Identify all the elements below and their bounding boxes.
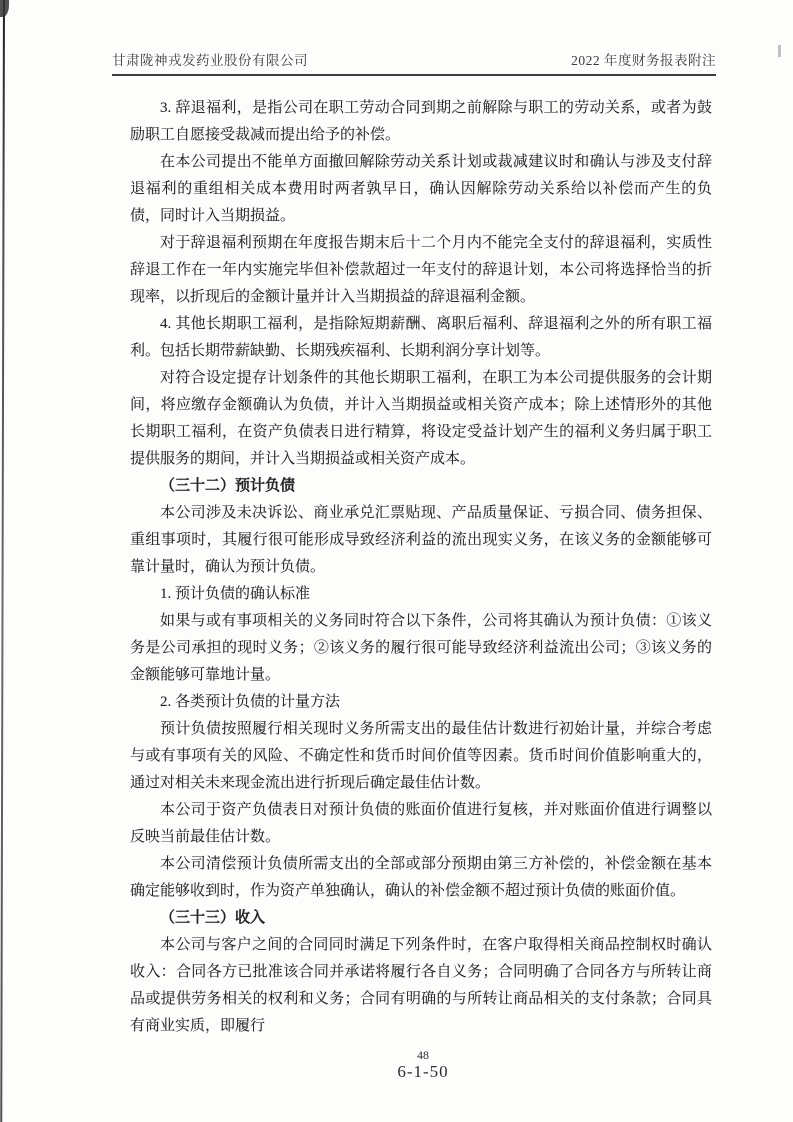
page-number: 48 [417,1048,429,1062]
paragraph: 3. 辞退福利，是指公司在职工劳动合同到期之前解除与职工的劳动关系，或者为鼓励职工自愿接受裁减而提出给予的补偿。 [130,100,712,143]
paragraph: 1. 预计负债的确认标准 [160,586,311,602]
scan-artifact-left-edge [0,0,5,1122]
paragraph: 本公司清偿预计负债所需支出的全部或部分预期由第三方补偿的，补偿金额在基本确定能够收到时，作为资产单独确认，确认的补偿金额不超过预计负债的账面价值。 [130,856,712,899]
document-body [130,95,712,1040]
paragraph: 对于辞退福利预期在年度报告期末后十二个月内不能完全支付的辞退福利，实质性辞退工作在一年内实施完毕但补偿款超过一年支付的辞退计划，本公司将选择恰当的折现率，以折现后的金额计量并计入当期损益的辞退福利金额。 [130,235,712,305]
section-heading: （三十二）预计负债 [160,478,296,494]
paragraph: 在本公司提出不能单方面撤回解除劳动关系计划或裁减建议时和确认与涉及支付辞退福利的重组相关成本费用时两者孰早日，确认因解除劳动关系给以补偿而产生的负债，同时计入当期损益。 [130,154,712,224]
report-title: 2022 年度财务报表附注 [571,53,716,68]
paragraph: 本公司涉及未决诉讼、商业承兑汇票贴现、产品质量保证、亏损合同、债务担保、重组事项时，其履行很可能形成导致经济利益的流出现实义务，在该义务的金额能够可靠计量时，确认为预计负债。 [130,505,712,575]
paragraph: 本公司与客户之间的合同同时满足下列条件时，在客户取得相关商品控制权时确认收入：合同各方已批准该合同并承诺将履行各自义务；合同明确了合同各方与所转让商品或提供劳务相关的权利和义务；合同有明确的与所转让商品相关的支付条款；合同具有商业实质，即履行 [130,937,712,1034]
scan-artifact-right-mark [778,45,781,57]
scan-artifact-top-left-corner [0,0,9,17]
paragraph: 如果与或有事项相关的义务同时符合以下条件，公司将其确认为预计负债：①该义务是公司承担的现时义务；②该义务的履行很可能导致经济利益流出公司；③该义务的金额能够可靠地计量。 [130,613,712,683]
paragraph: 本公司于资产负债表日对预计负债的账面价值进行复核，并对账面价值进行调整以反映当前最佳估计数。 [130,802,712,845]
paragraph: 对符合设定提存计划条件的其他长期职工福利，在职工为本公司提供服务的会计期间，将应缴存金额确认为负债，并计入当期损益或相关资产成本；除上述情形外的其他长期职工福利，在资产负债表日进行精算，将设定受益计划产生的福利义务归属于职工提供服务的期间，并计入当期损益或相关资产成本。 [130,370,712,467]
section-heading: （三十三）收入 [160,910,266,926]
page-code: 6-1-50 [397,1062,449,1081]
page-footer [357,1048,489,1082]
page-header [112,49,716,76]
paragraph: 预计负债按照履行相关现时义务所需支出的最佳估计数进行初始计量，并综合考虑与或有事项有关的风险、不确定性和货币时间价值等因素。货币时间价值影响重大的，通过对相关未来现金流出进行折现后确定最佳估计数。 [130,721,712,791]
paragraph: 2. 各类预计负债的计量方法 [160,694,341,710]
company-name: 甘肃陇神戎发药业股份有限公司 [112,53,308,68]
paragraph: 4. 其他长期职工福利，是指除短期薪酬、离职后福利、辞退福利之外的所有职工福利。包括长期带薪缺勤、长期残疾福利、长期利润分享计划等。 [130,316,712,359]
